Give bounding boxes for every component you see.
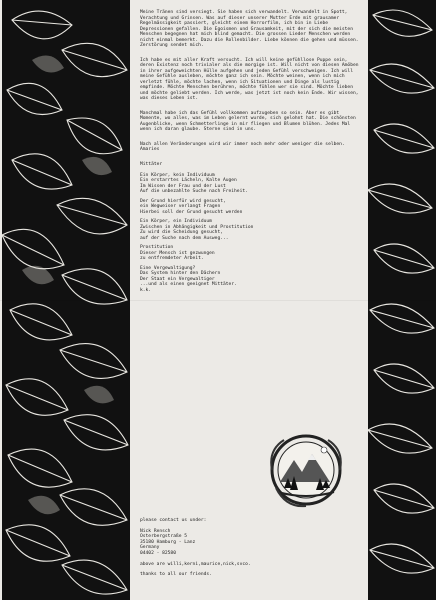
poem-body [140, 173, 362, 294]
address-line: Germany [140, 545, 160, 551]
poem-line: Auf die unbezahlte Suche nach Freiheit. [140, 189, 248, 194]
poem-line: Dieser Mensch ist gezwungen [140, 250, 215, 256]
paragraph-closing: Nach allen Veränderungen wird wir immer noch mehr oder weniger die selben. Amaries [140, 141, 345, 152]
paper-fold-line [0, 300, 436, 301]
poem-line: Im Wissen der Frau und der Lust [140, 183, 226, 189]
address-line: Nick Rensch [140, 528, 171, 534]
address-line: 35180 Hamburg - Lanz [140, 539, 196, 545]
poem-line: Zwischen in Abhängigkeit und Prostitution [140, 224, 254, 230]
paragraph-intro: Meine Tränen sind versiegt. Sie haben sich verwandelt. Verwandelt in Spott, Verachtung und Grinsen. Was auf dieser unserer Mutter Erde mit grausamer Regelmässigkeit passiert, gleicht einem Horrorfilm, ich bin in Liebe Depressionen gefallen. Die Egoismen und Grausamkeit, mit der sich die meisten Menschen begegnen hat mich blind gemacht. Die grossen Lieder Menschen werden nicht einmal bemerkt. Dazu die Rollenbilder. Liebe können die gehen und müssen. Zerstörung sendet mich. [140, 10, 359, 48]
mountain-seal-illustration [266, 430, 346, 510]
contact-intro: please contact us under: [140, 518, 207, 523]
contact-thanks: thanks to all our friends. [140, 572, 212, 578]
paragraph-feelings: Ich habe es mit aller Kraft versucht. Ich will keine gefühllose Puppe sein, deren Existenz noch trivialer als die morgige ist. Will nicht von diesen Amöben in ihrer aufgeweichten Hülle aufgehen und jeden Gefühl verschweigen. Ich will meine Gefühle ausleben, möchte ganz ich sein. Möchte weinen, wenn ich mich verletzt fühle, möchte lachen, wenn ich Situationen und Dinge als lustig empfinde. Möchte Menschen berühren, möchte fühlen wer sie sind. Möchte lieben und möchte geliebt werden. Ich werde, was jetzt ist noch kein Ende. Wir wissen, was dieses Leben ist. [140, 57, 359, 101]
address-line: Osterbergstraße 5 [140, 534, 188, 540]
poem-title: Mittäter [140, 161, 163, 167]
poem-line: ...und als einen geeignet Mittäter. [140, 282, 237, 287]
address-line: 04402 - 82580 [140, 550, 176, 556]
poem-line: zu entfremdeter Arbeit. [140, 256, 204, 261]
seal-icon [266, 430, 346, 510]
poem-line: Das System hinter den Dächern [140, 271, 221, 276]
poem-line: Ein Körper, kein Individuum [140, 172, 215, 178]
poem-line: Der Grund hierfür wird gesucht, [140, 198, 226, 204]
text-column [140, 10, 362, 298]
poem-line: Hierbei soll der Grund gesucht werden [140, 209, 243, 215]
poem-line: Ein erstarrtes Lächeln, Kalte Augen [140, 178, 237, 183]
poem-line: Ein Körper, ein Individuum [140, 219, 212, 224]
poem-line: Eine Vergewaltigung? [140, 265, 196, 271]
poem-line: auf der Suche nach dem Ausweg... [140, 235, 229, 241]
poem-signature: k.k. [140, 287, 152, 293]
poem-line: Zu wird die Scheidung gesucht, [140, 230, 223, 235]
poem-line: Prostitution [140, 245, 174, 250]
paragraph-moments: Manchmal habe ich das Gefühl vollkommen aufzugeben so sein. Aber es gibt Momente, wo alles, was im Leben gelernt wurde, sich gelohnt hat. Die schönsten Augenblicke, wenn Schmetterlinge in mir fliegen und Blumen blühen. Jedes Mal wenn ich daran glaube. Sterne sind in uns. [140, 110, 356, 132]
poem-line: Der Staat ein Vergewaltiger [140, 276, 215, 282]
contact-names: above are willi,kerni,maurice,nick,svco. [140, 561, 251, 567]
poem-line: ein Wegweiser verlangt Fragen [140, 204, 221, 209]
contact-block [140, 518, 360, 578]
